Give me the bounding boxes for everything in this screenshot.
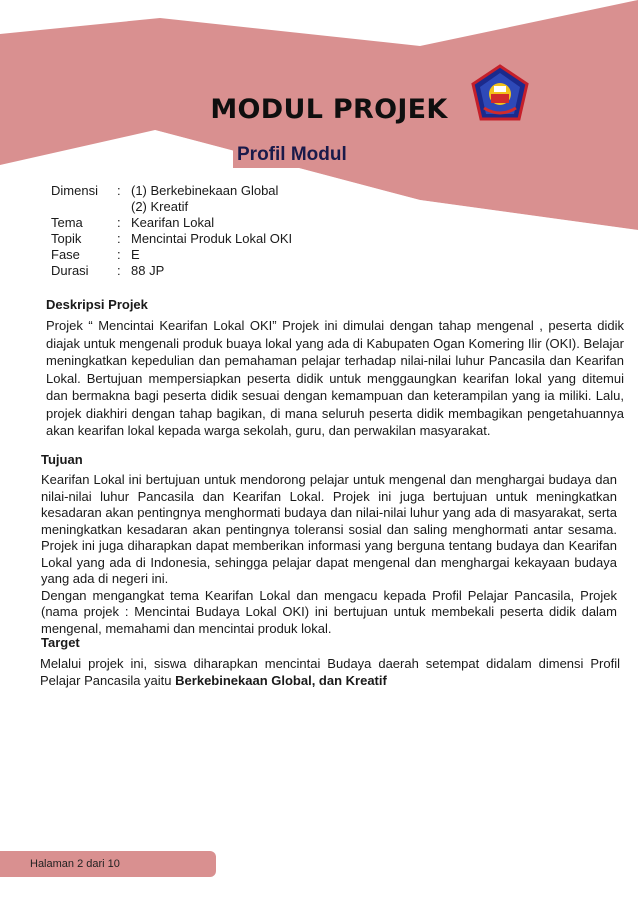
page-footer [0,851,216,877]
module-profile [51,183,292,279]
tema-label: Tema [51,215,83,230]
dimensi-row [51,183,292,215]
separator: : [117,247,121,262]
page-number: Halaman 2 dari 10 [30,858,120,870]
target-text [40,656,620,689]
dimensi-values [131,183,278,215]
tujuan-paragraph-2: Dengan mengangkat tema Kearifan Lokal dan mengacu kepada Profil Pelajar Pancasila, Projek (nama projek : Mencintai Budaya Lokal OKI) ini bertujuan untuk membekali peserta didik dalam mengenal, memahami dan mencintai produk lokal. [41,587,617,636]
dimensi-value-2: (2) Kreatif [131,199,189,214]
topik-label: Topik [51,231,82,246]
separator: : [117,215,121,230]
dimensi-label: Dimensi [51,183,98,198]
fase-value: E [131,247,140,262]
tema-row [51,215,292,231]
module-subtitle: Profil Modul [233,142,351,168]
topik-row [51,231,292,247]
deskripsi-heading: Deskripsi Projek [46,297,148,312]
durasi-value: 88 JP [131,263,165,278]
separator: : [117,231,121,246]
target-paragraph [40,656,620,689]
school-emblem-icon [470,64,530,124]
topik-value: Mencintai Produk Lokal OKI [131,231,293,246]
target-emphasis: Berkebinekaan Global, dan Kreatif [175,672,387,688]
tujuan-text [41,472,617,637]
fase-label: Fase [51,247,80,262]
fase-row [51,247,292,263]
separator: : [117,183,121,198]
durasi-row [51,263,292,279]
page-title: MODUL PROJEK [210,94,448,125]
tema-value: Kearifan Lokal [131,215,215,230]
target-sentence: Melalui projek ini, siswa diharapkan mencintai Budaya daerah setempat didalam dimensi Profil Pelajar Pancasila yaitu [40,656,620,688]
tujuan-paragraph-1: Kearifan Lokal ini bertujuan untuk mendorong pelajar untuk mengenal dan menghargai budaya dan nilai-nilai luhur Pancasila dan Kearifan Lokal. Projek ini juga bertujuan untuk meningkatkan kesadaran akan pentingnya menghormati budaya dan nilai-nilai luhur yang ada di masyarakat, serta meningkatkan kesadaran akan pentingnya toleransi sosial dan saling menghormati antar sesama. Projek ini juga diharapkan dapat memberikan informasi yang berguna tentang budaya dan Kearifan Lokal yang ada di Indonesia, sehingga pelajar dapat mengenal dan menghargai kekayaan budaya yang ada di negeri ini. [41,472,617,586]
deskripsi-text [46,317,624,440]
deskripsi-paragraph: Projek “ Mencintai Kearifan Lokal OKI” Projek ini dimulai dengan tahap mengenal , peserta didik diajak untuk mengenali produk buaya lokal yang ada di Kabupaten Ogan Komering Ilir (OKI). Belajar meningkatkan kepedulian dan pemahaman pelajar terhadap nilai-nilai luhur Pancasila dan Kearifan Lokal. Bertujuan mempersiapkan peserta didik untuk menggaungkan kearifan lokal yang ditemui dan bermakna bagi peserta didik sesuai dengan kemampuan dan keterampilan yang ia miliki. Lalu, projek diakhiri dengan tahap bagikan, di mana seluruh peserta didik membagikan pengetahuannya akan kearifan lokal kepada warga sekolah, guru, dan perwakilan masyarakat. [46,318,624,438]
target-heading: Target [41,635,80,650]
durasi-label: Durasi [51,263,89,278]
separator: : [117,263,121,278]
tujuan-heading: Tujuan [41,452,83,467]
dimensi-value-1: (1) Berkebinekaan Global [131,183,279,198]
